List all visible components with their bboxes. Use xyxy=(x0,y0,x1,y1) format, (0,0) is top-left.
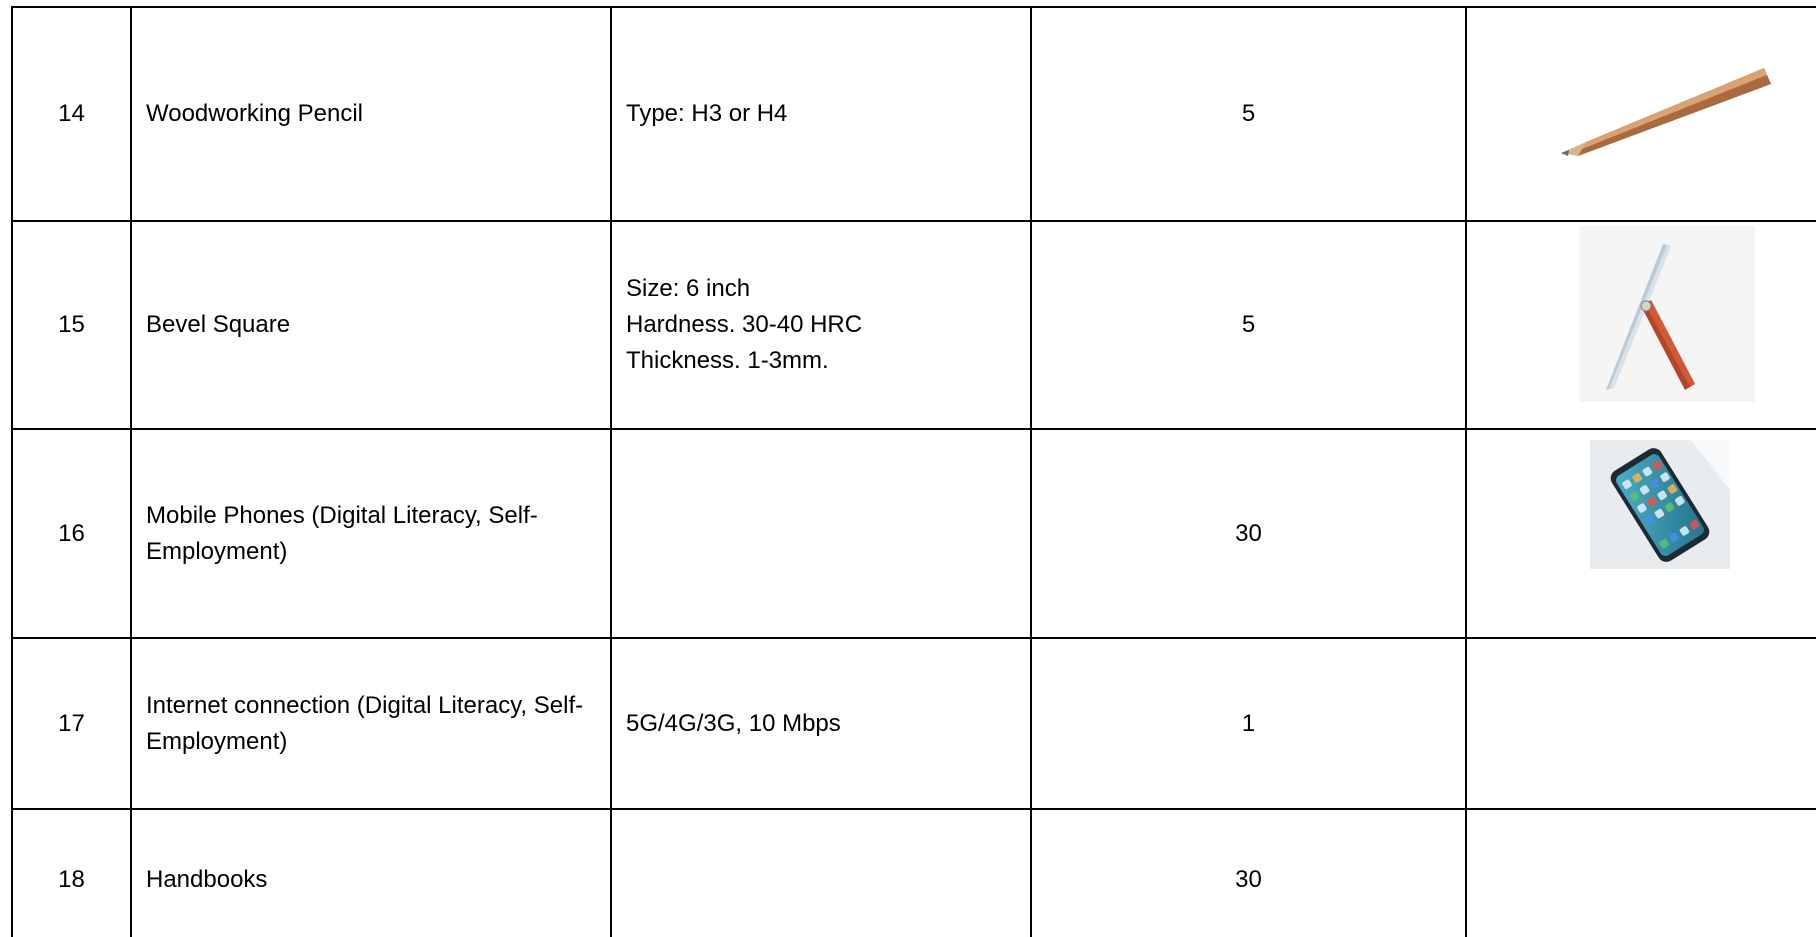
spec-line: Thickness. 1-3mm. xyxy=(626,347,829,374)
spec-line: Size: 6 inch xyxy=(626,275,751,302)
item-specification xyxy=(611,7,1031,221)
item-quantity: 30 xyxy=(1031,809,1466,937)
item-name: Handbooks xyxy=(131,809,611,937)
table-row xyxy=(12,638,1816,809)
item-image-cell xyxy=(1466,221,1816,429)
table-row xyxy=(12,809,1816,937)
row-number: 18 xyxy=(12,809,131,937)
table-row xyxy=(12,429,1816,638)
item-specification xyxy=(611,221,1031,429)
item-name: Woodworking Pencil xyxy=(131,7,611,221)
row-number: 14 xyxy=(12,7,131,221)
item-name: Bevel Square xyxy=(131,221,611,429)
item-quantity: 5 xyxy=(1031,7,1466,221)
item-quantity: 30 xyxy=(1031,429,1466,638)
woodworking-pencil-photo xyxy=(1481,8,1816,220)
row-number: 15 xyxy=(12,221,131,429)
item-quantity: 1 xyxy=(1031,638,1466,809)
row-number: 16 xyxy=(12,429,131,638)
item-name: Mobile Phones (Digital Literacy, Self-Employment) xyxy=(131,429,611,638)
spec-line: Hardness. 30-40 HRC xyxy=(626,311,863,338)
item-specification xyxy=(611,638,1031,809)
equipment-table xyxy=(11,6,1816,937)
row-number: 17 xyxy=(12,638,131,809)
item-quantity: 5 xyxy=(1031,221,1466,429)
item-image-cell xyxy=(1466,429,1816,638)
item-image-cell xyxy=(1466,809,1816,937)
item-specification xyxy=(611,429,1031,638)
mobile-phone-photo xyxy=(1481,430,1816,637)
table-row xyxy=(12,221,1816,429)
item-specification xyxy=(611,809,1031,937)
spec-line: Type: H3 or H4 xyxy=(626,100,788,127)
spec-line: 5G/4G/3G, 10 Mbps xyxy=(626,709,841,737)
item-image-cell xyxy=(1466,7,1816,221)
table-row xyxy=(12,7,1816,221)
item-image-cell xyxy=(1466,638,1816,809)
bevel-square-photo xyxy=(1481,222,1816,428)
item-name: Internet connection (Digital Literacy, Self-Employment) xyxy=(131,638,611,809)
